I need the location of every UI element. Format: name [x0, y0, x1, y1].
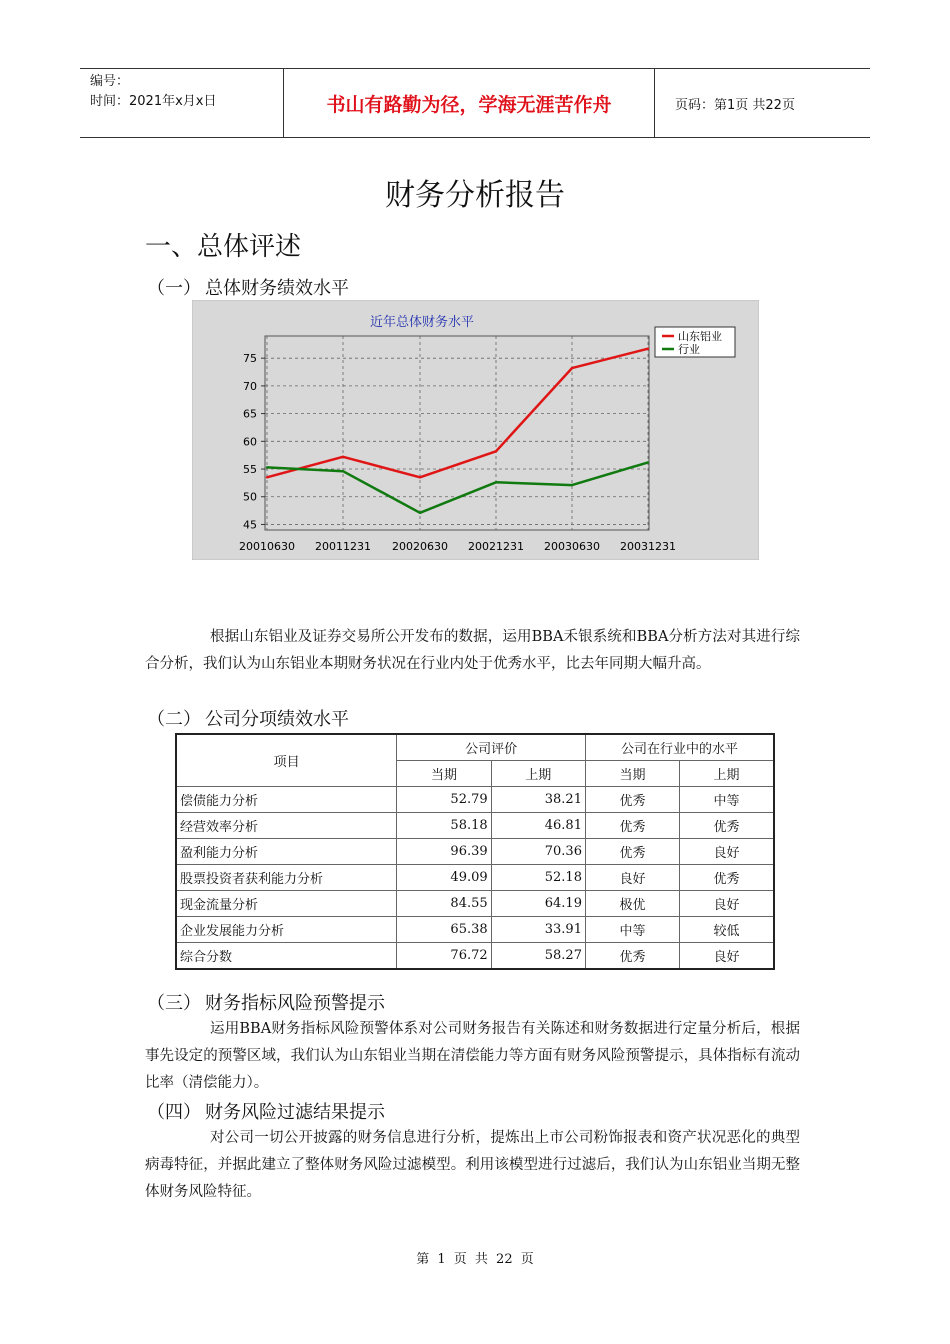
subheading-risk-filter: [147, 1098, 385, 1124]
header-motto: 书山有路勤为径，学海无涯苦作舟: [284, 69, 655, 137]
y-tick-label: 60: [243, 435, 257, 449]
subheading-text: 财务指标风险预警提示: [205, 993, 385, 1014]
data-point: [342, 470, 344, 472]
page-info-text: 页码：第1页 共22页: [675, 97, 795, 113]
row-current-level: 极优: [585, 891, 679, 917]
header-current: 当期: [397, 761, 491, 787]
header-previous: 上期: [491, 761, 585, 787]
paragraph-risk-warning: 运用BBA财务指标风险预警体系对公司财务报告有关陈述和财务数据进行定量分析后，根据事先设定的预警区域，我们认为山东铝业当期在清偿能力等方面有财务风险预警提示，具体指标有流动比率（清偿能力）。: [145, 1021, 800, 1091]
row-previous-level: 优秀: [679, 813, 774, 839]
row-previous-score: 52.18: [491, 865, 585, 891]
row-previous-score: 46.81: [491, 813, 585, 839]
row-current-score: 76.72: [397, 943, 491, 970]
row-item: 现金流量分析: [176, 891, 397, 917]
x-tick-label: 20030630: [544, 540, 600, 553]
overall-financial-chart: [192, 300, 759, 560]
subheading-text: 财务风险过滤结果提示: [205, 1102, 385, 1123]
document-title: 财务分析报告: [385, 178, 565, 213]
row-previous-score: 70.36: [491, 839, 585, 865]
data-point: [495, 450, 497, 452]
row-current-score: 96.39: [397, 839, 491, 865]
header-meta: [80, 69, 284, 137]
data-point: [495, 481, 497, 483]
data-point: [266, 476, 268, 478]
table-row: [176, 917, 774, 943]
x-tick-label: 20011231: [315, 540, 371, 553]
row-previous-score: 33.91: [491, 917, 585, 943]
row-previous-level: 优秀: [679, 865, 774, 891]
chart-legend: [655, 327, 735, 357]
data-point: [647, 348, 649, 350]
row-current-score: 49.09: [397, 865, 491, 891]
plot-area: [265, 336, 649, 530]
x-tick-label: 20020630: [392, 540, 448, 553]
row-previous-level: 中等: [679, 787, 774, 813]
y-tick-label: 45: [243, 518, 257, 532]
row-current-level: 优秀: [585, 813, 679, 839]
x-tick-label: 20031231: [620, 540, 676, 553]
row-previous-level: 良好: [679, 943, 774, 970]
row-item: 盈利能力分析: [176, 839, 397, 865]
table-row: [176, 943, 774, 970]
x-tick-label: 20021231: [468, 540, 524, 553]
data-point: [571, 484, 573, 486]
header-page-info: [665, 69, 870, 137]
legend-label-industry: 行业: [678, 343, 700, 356]
page-header: [80, 68, 870, 138]
row-current-score: 58.18: [397, 813, 491, 839]
y-tick-label: 50: [243, 490, 257, 504]
subheading-overall-performance: [147, 274, 349, 300]
row-item: 企业发展能力分析: [176, 917, 397, 943]
table-row: [176, 813, 774, 839]
data-point: [266, 466, 268, 468]
header-level-current: 当期: [585, 761, 679, 787]
paragraph-risk-filter: 对公司一切公开披露的财务信息进行分析，提炼出上市公司粉饰报表和资产状况恶化的典型病毒特征，并据此建立了整体财务风险过滤模型。利用该模型进行过滤后，我们认为山东铝业当期无整体财务风险特征。: [145, 1130, 800, 1200]
legend-label-shandong: 山东铝业: [678, 330, 722, 343]
row-previous-score: 38.21: [491, 787, 585, 813]
header-item: 项目: [176, 734, 397, 787]
section-heading-overview: 一、总体评述: [145, 232, 302, 262]
subheading-text: 公司分项绩效水平: [205, 709, 349, 730]
row-current-score: 65.38: [397, 917, 491, 943]
y-tick-label: 75: [243, 352, 257, 366]
row-item: 偿债能力分析: [176, 787, 397, 813]
data-point: [419, 476, 421, 478]
subheading-number: （一）: [147, 278, 201, 299]
data-point: [419, 512, 421, 514]
paragraph-overall-assessment: 根据山东铝业及证券交易所公开发布的数据，运用BBA禾银系统和BBA分析方法对其进行综合分析，我们认为山东铝业本期财务状况在行业内处于优秀水平，比去年同期大幅升高。: [145, 629, 800, 672]
performance-table: [175, 733, 775, 970]
row-current-score: 84.55: [397, 891, 491, 917]
table-row: [176, 839, 774, 865]
data-point: [647, 461, 649, 463]
subheading-text: 总体财务绩效水平: [205, 278, 349, 299]
row-current-level: 优秀: [585, 839, 679, 865]
row-current-score: 52.79: [397, 787, 491, 813]
y-tick-label: 70: [243, 379, 257, 393]
table-row: [176, 787, 774, 813]
row-previous-score: 58.27: [491, 943, 585, 970]
subheading-number: （三）: [147, 993, 201, 1014]
table-row: [176, 891, 774, 917]
subheading-item-performance: [147, 705, 349, 731]
row-current-level: 良好: [585, 865, 679, 891]
data-point: [571, 367, 573, 369]
data-point: [342, 456, 344, 458]
row-item: 经营效率分析: [176, 813, 397, 839]
subheading-number: （四）: [147, 1102, 201, 1123]
y-tick-label: 55: [243, 463, 257, 477]
row-previous-level: 较低: [679, 917, 774, 943]
row-current-level: 优秀: [585, 787, 679, 813]
header-industry-level: 公司在行业中的水平: [585, 734, 774, 761]
header-company-evaluation: 公司评价: [397, 734, 586, 761]
row-item: 综合分数: [176, 943, 397, 970]
header-level-previous: 上期: [679, 761, 774, 787]
row-item: 股票投资者获利能力分析: [176, 865, 397, 891]
row-previous-level: 良好: [679, 891, 774, 917]
page-footer: 第 1 页 共 22 页: [416, 1252, 534, 1267]
row-previous-level: 良好: [679, 839, 774, 865]
y-tick-label: 65: [243, 407, 257, 421]
x-tick-label: 20010630: [239, 540, 295, 553]
subheading-risk-warning: [147, 989, 385, 1015]
row-current-level: 优秀: [585, 943, 679, 970]
document-time: 时间：2021年x月x日: [90, 94, 217, 109]
chart-title: 近年总体财务水平: [369, 315, 475, 330]
document-number-label: 编号：: [90, 74, 130, 89]
subheading-number: （二）: [147, 709, 201, 730]
table-row: [176, 865, 774, 891]
row-previous-score: 64.19: [491, 891, 585, 917]
row-current-level: 中等: [585, 917, 679, 943]
